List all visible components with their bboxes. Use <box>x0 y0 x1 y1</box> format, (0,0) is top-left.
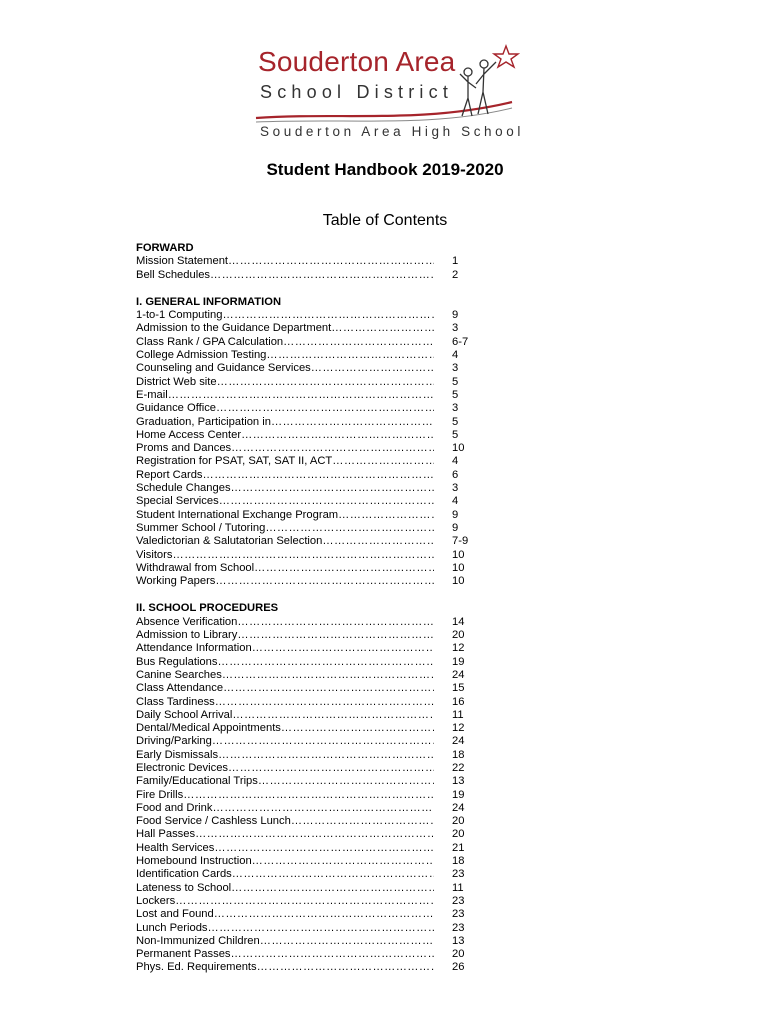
section-spacer <box>136 282 496 296</box>
dot-leader <box>232 868 434 881</box>
toc-entry-page: 10 <box>452 561 465 574</box>
toc-entry-page: 6-7 <box>452 335 469 348</box>
section-heading: FORWARD <box>136 242 194 254</box>
toc-entry-label: Class Rank / GPA Calculation <box>136 335 284 348</box>
toc-entry <box>136 882 496 895</box>
toc-entry <box>136 402 496 415</box>
toc-entry-label: Food Service / Cashless Lunch <box>136 815 291 828</box>
toc-entry-page: 24 <box>452 668 465 681</box>
district-logo <box>250 38 524 144</box>
toc-entry-label: Summer School / Tutoring <box>136 521 266 534</box>
toc-entry <box>136 575 496 588</box>
toc-entry-page: 19 <box>452 655 465 668</box>
dot-leader <box>183 789 434 802</box>
toc-entry-label: Phys. Ed. Requirements <box>136 961 257 974</box>
toc-entry-label: Visitors <box>136 548 173 561</box>
dot-leader <box>266 349 434 362</box>
toc-entry-label: Schedule Changes <box>136 482 231 495</box>
toc-entry-label: Absence Verification <box>136 615 238 628</box>
toc-entry-label: Hall Passes <box>136 828 196 841</box>
toc-entry <box>136 322 496 335</box>
dot-leader <box>291 815 434 828</box>
dot-leader <box>213 802 435 815</box>
dot-leader <box>231 442 434 455</box>
dot-leader <box>231 482 434 495</box>
toc-entry <box>136 535 496 548</box>
toc-entry-label: Food and Drink <box>136 801 213 814</box>
dot-leader <box>252 642 434 655</box>
dot-leader <box>217 656 434 669</box>
toc-entry-page: 22 <box>452 761 465 774</box>
toc-entry <box>136 362 496 375</box>
toc-entry <box>136 442 496 455</box>
toc-entry-page: 24 <box>452 801 465 814</box>
dot-leader <box>257 961 434 974</box>
toc-entry <box>136 616 496 629</box>
dot-leader <box>214 842 434 855</box>
toc-entry-page: 18 <box>452 855 465 868</box>
toc-entry-label: Identification Cards <box>136 868 232 881</box>
toc-entry-page: 11 <box>452 881 464 894</box>
toc-entry-page: 1 <box>452 255 459 268</box>
logo-school-name: Souderton Area High School <box>260 124 524 139</box>
toc-entry-label: Attendance Information <box>136 642 252 655</box>
toc-entry <box>136 562 496 575</box>
toc-entry-page: 4 <box>452 349 459 362</box>
toc-entry <box>136 642 496 655</box>
toc-entry <box>136 828 496 841</box>
dot-leader <box>332 455 434 468</box>
toc-entry-label: Withdrawal from School <box>136 561 255 574</box>
toc-entry-page: 5 <box>452 388 459 401</box>
dot-leader <box>214 908 434 921</box>
toc-entry <box>136 948 496 961</box>
dot-leader <box>172 549 434 562</box>
toc-entry-label: Admission to Library <box>136 629 238 642</box>
toc-entry <box>136 789 496 802</box>
toc-entry-page: 4 <box>452 455 459 468</box>
dot-leader <box>338 509 434 522</box>
toc-entry <box>136 469 496 482</box>
toc-entry-page: 9 <box>452 309 459 322</box>
toc-entry <box>136 696 496 709</box>
toc-entry-label: Student International Exchange Program <box>136 508 339 521</box>
toc-entry <box>136 455 496 468</box>
dot-leader <box>331 322 434 335</box>
toc-entry <box>136 255 496 268</box>
toc-entry-label: Valedictorian & Salutatorian Selection <box>136 535 323 548</box>
dot-leader <box>260 935 434 948</box>
toc-entry <box>136 868 496 881</box>
toc-entry <box>136 429 496 442</box>
toc-entry <box>136 482 496 495</box>
toc-entry <box>136 549 496 562</box>
toc-entry-label: Health Services <box>136 841 215 854</box>
toc-entry <box>136 682 496 695</box>
dot-leader <box>231 882 434 895</box>
toc-entry-page: 4 <box>452 495 459 508</box>
dot-leader <box>210 269 434 282</box>
toc-entry-page: 10 <box>452 442 465 455</box>
toc-entry-page: 19 <box>452 788 465 801</box>
toc-entry-label: Class Tardiness <box>136 695 215 708</box>
logo-district-name: Souderton Area <box>258 46 456 77</box>
dot-leader <box>217 376 434 389</box>
toc-entry-label: Permanent Passes <box>136 948 231 961</box>
toc-entry-label: Lost and Found <box>136 908 214 921</box>
dot-leader <box>237 629 434 642</box>
toc-entry-label: Bell Schedules <box>136 268 211 281</box>
toc-entry <box>136 762 496 775</box>
dot-leader <box>195 828 434 841</box>
toc-entry-label: Electronic Devices <box>136 761 229 774</box>
toc-entry <box>136 775 496 788</box>
toc-entry-label: College Admission Testing <box>136 349 267 362</box>
toc-entry-page: 5 <box>452 415 459 428</box>
toc-entry <box>136 269 496 282</box>
toc-entry-page: 6 <box>452 468 459 481</box>
dot-leader <box>258 775 434 788</box>
toc-entry <box>136 522 496 535</box>
toc-entry-page: 14 <box>452 615 465 628</box>
dot-leader <box>228 255 434 268</box>
toc-entry <box>136 336 496 349</box>
toc-entry-page: 3 <box>452 482 459 495</box>
section-heading: I. GENERAL INFORMATION <box>136 295 282 308</box>
toc-entry-page: 24 <box>452 735 465 748</box>
dot-leader <box>215 575 434 588</box>
dot-leader <box>203 469 434 482</box>
toc-entry-label: Registration for PSAT, SAT, SAT II, ACT <box>136 455 333 468</box>
dot-leader <box>168 389 434 402</box>
toc-entry-page: 3 <box>452 322 459 335</box>
dot-leader <box>215 696 434 709</box>
toc-entry-page: 12 <box>452 722 465 735</box>
toc-entry-page: 16 <box>452 695 465 708</box>
toc-entry-label: Report Cards <box>136 468 203 481</box>
toc-entry <box>136 922 496 935</box>
logo-district-subtitle: School District <box>260 82 454 102</box>
toc-entry-label: Admission to the Guidance Department <box>136 322 332 335</box>
dot-leader <box>252 855 434 868</box>
toc-entry <box>136 842 496 855</box>
toc-entry <box>136 749 496 762</box>
dot-leader <box>216 402 434 415</box>
toc-entry <box>136 802 496 815</box>
toc-entry-label: Proms and Dances <box>136 442 232 455</box>
toc-entry <box>136 416 496 429</box>
toc-entry-page: 9 <box>452 521 459 534</box>
toc-entry-page: 9 <box>452 508 459 521</box>
toc-entry-label: 1-to-1 Computing <box>136 309 223 322</box>
toc-entry-label: Dental/Medical Appointments <box>136 722 281 735</box>
toc-entry <box>136 509 496 522</box>
toc-entry-label: E-mail <box>136 388 168 401</box>
toc-entry-page: 23 <box>452 921 465 934</box>
section-spacer <box>136 588 496 602</box>
toc-entry <box>136 722 496 735</box>
dot-leader <box>223 682 434 695</box>
dot-leader <box>212 735 434 748</box>
toc-entry-page: 21 <box>452 841 465 854</box>
toc-entry-page: 2 <box>452 268 459 281</box>
toc-entry-page: 7-9 <box>452 535 469 548</box>
dot-leader <box>322 535 434 548</box>
toc-entry-label: Lockers <box>136 894 176 907</box>
toc-entry-page: 20 <box>452 948 465 961</box>
toc-heading: Table of Contents <box>322 212 448 229</box>
toc-entry-page: 20 <box>452 815 465 828</box>
toc-entry-page: 26 <box>452 961 465 974</box>
toc-entry-page: 23 <box>452 894 465 907</box>
dot-leader <box>237 616 434 629</box>
dot-leader <box>222 669 434 682</box>
toc-entry-label: Special Services <box>136 495 219 508</box>
toc-entry-page: 10 <box>452 548 465 561</box>
toc-entry-page: 13 <box>452 934 465 947</box>
toc-entry <box>136 908 496 921</box>
dot-leader <box>241 429 434 442</box>
toc-entry-label: Home Access Center <box>136 428 242 441</box>
toc-entry-label: Non-Immunized Children <box>136 934 260 947</box>
toc-entry-page: 20 <box>452 629 465 642</box>
toc-entry-label: Counseling and Guidance Services <box>136 362 311 375</box>
toc-entry-label: Fire Drills <box>136 788 184 801</box>
toc-entry-page: 12 <box>452 642 465 655</box>
toc-entry <box>136 709 496 722</box>
toc-entry-label: Working Papers <box>136 575 216 588</box>
toc-entry <box>136 935 496 948</box>
toc-entry-page: 5 <box>452 375 459 388</box>
toc-entry-page: 10 <box>452 575 465 588</box>
toc-entry-page: 23 <box>452 868 465 881</box>
toc-entry-label: Lateness to School <box>136 881 232 894</box>
dot-leader <box>175 895 434 908</box>
toc-entry-label: District Web site <box>136 375 217 388</box>
toc-entry <box>136 669 496 682</box>
dot-leader <box>283 336 434 349</box>
toc-entry <box>136 309 496 322</box>
toc-entry-label: Homebound Instruction <box>136 855 252 868</box>
toc-entry <box>136 895 496 908</box>
dot-leader <box>231 948 434 961</box>
toc-entry-page: 18 <box>452 748 465 761</box>
toc-entry <box>136 376 496 389</box>
toc-entry-page: 20 <box>452 828 465 841</box>
toc-entry-label: Guidance Office <box>136 402 217 415</box>
dot-leader <box>228 762 434 775</box>
toc-entry-label: Lunch Periods <box>136 921 208 934</box>
toc-entry-page: 3 <box>452 402 459 415</box>
toc-entry-page: 3 <box>452 362 459 375</box>
toc-entry-page: 15 <box>452 682 465 695</box>
toc-entry <box>136 855 496 868</box>
dot-leader <box>265 522 434 535</box>
dot-leader <box>222 309 434 322</box>
toc-entry-page: 13 <box>452 775 465 788</box>
toc-entry-label: Daily School Arrival <box>136 708 233 721</box>
toc-entry <box>136 349 496 362</box>
toc-entry-label: Driving/Parking <box>136 735 212 748</box>
toc-entry-label: Graduation, Participation in <box>136 415 271 428</box>
toc-entry-page: 11 <box>452 708 464 721</box>
toc-entry-label: Canine Searches <box>136 668 222 681</box>
dot-leader <box>311 362 434 375</box>
toc-entry-label: Family/Educational Trips <box>136 775 258 788</box>
toc-entry-page: 23 <box>452 908 465 921</box>
dot-leader <box>208 922 434 935</box>
dot-leader <box>281 722 434 735</box>
dot-leader <box>254 562 434 575</box>
toc-entry <box>136 961 496 974</box>
toc-entry <box>136 656 496 669</box>
toc-entry <box>136 629 496 642</box>
table-of-contents <box>136 242 496 975</box>
toc-entry-label: Bus Regulations <box>136 655 218 668</box>
toc-entry <box>136 815 496 828</box>
document-title: Student Handbook 2019-2020 <box>266 160 504 179</box>
toc-entry <box>136 495 496 508</box>
toc-entry-label: Mission Statement <box>136 255 229 268</box>
section-heading: II. SCHOOL PROCEDURES <box>136 602 279 615</box>
toc-entry <box>136 389 496 402</box>
dot-leader <box>219 495 434 508</box>
dot-leader <box>232 709 434 722</box>
toc-entry-label: Early Dismissals <box>136 748 219 761</box>
dot-leader <box>271 416 434 429</box>
toc-entry-label: Class Attendance <box>136 682 224 695</box>
toc-entry <box>136 735 496 748</box>
toc-entry-page: 5 <box>452 428 459 441</box>
dot-leader <box>218 749 434 762</box>
children-star-icon <box>450 44 520 124</box>
